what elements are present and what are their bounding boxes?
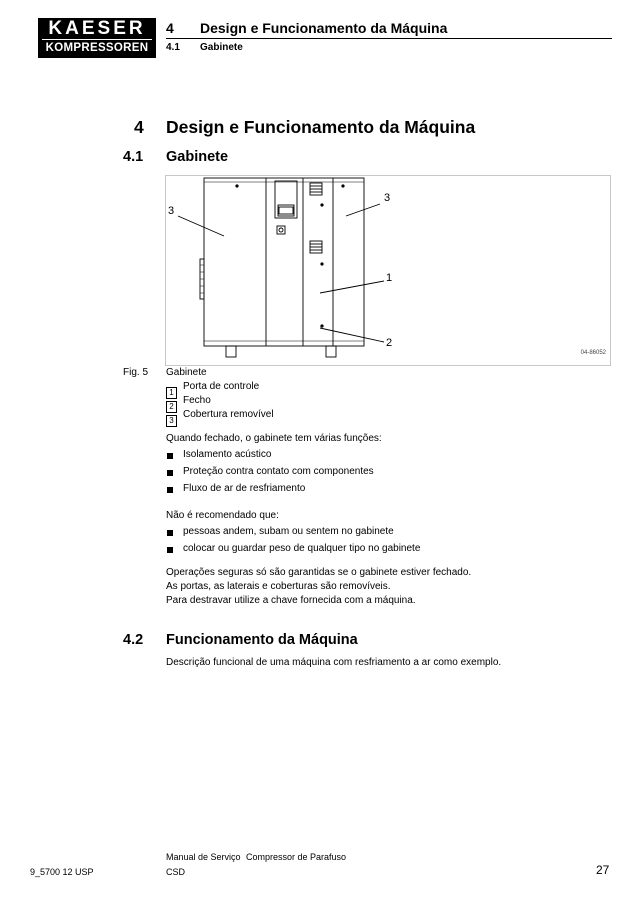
logo-subtitle: KOMPRESSOREN: [45, 42, 149, 54]
figure-code: 04-86052: [580, 350, 606, 356]
callout-3-left: 3: [168, 205, 175, 217]
logo-divider: [42, 39, 152, 40]
figure-frame: [165, 175, 611, 366]
figure-label: Fig. 5: [123, 367, 149, 378]
functions-intro: Quando fechado, o gabinete tem várias funções:: [166, 433, 382, 444]
header-section-title: Gabinete: [200, 42, 243, 53]
legend-text: Fecho: [183, 395, 211, 406]
bullet-icon: [167, 530, 173, 536]
section-number: 4.1: [123, 149, 144, 165]
safety-line: Operações seguras só são garantidas se o gabinete estiver fechado.: [166, 567, 472, 578]
callout-1: 1: [386, 272, 393, 284]
function-item: Proteção contra contato com componentes: [183, 466, 374, 477]
section-title: Gabinete: [166, 149, 229, 165]
legend-item: [166, 410, 177, 428]
header-rule: [166, 38, 612, 39]
safety-line: As portas, as laterais e coberturas são removíveis.: [166, 581, 391, 592]
bullet-icon: [167, 453, 173, 459]
safety-line: Para destravar utilize a chave fornecida com a máquina.: [166, 595, 416, 606]
legend-number: 2: [166, 401, 177, 413]
bullet-icon: [167, 470, 173, 476]
function-item: Fluxo de ar de resfriamento: [183, 483, 306, 494]
function-item: Isolamento acústico: [183, 449, 272, 460]
bullet-icon: [167, 487, 173, 493]
legend-number: 1: [166, 387, 177, 399]
kaeser-logo: [38, 18, 156, 58]
legend-text: Cobertura removível: [183, 409, 274, 420]
footer-manual: Manual de Serviço: [166, 852, 241, 862]
footer-model: CSD: [166, 867, 186, 877]
chapter-title: Design e Funcionamento da Máquina: [166, 117, 476, 137]
page-number: 27: [596, 863, 610, 877]
legend-number: 3: [166, 415, 177, 427]
section-number: 4.2: [123, 632, 144, 648]
recommend-item: pessoas andem, subam ou sentem no gabinete: [183, 526, 394, 537]
figure-caption: Gabinete: [166, 367, 207, 378]
callout-3-right: 3: [384, 192, 391, 204]
recommend-intro: Não é recomendado que:: [166, 510, 279, 521]
header-chapter-title: Design e Funcionamento da Máquina: [200, 20, 448, 36]
chapter-number: 4: [134, 117, 144, 137]
header-chapter-number: 4: [166, 20, 174, 36]
bullet-icon: [167, 547, 173, 553]
section-text: Descrição funcional de uma máquina com resfriamento a ar como exemplo.: [166, 657, 502, 668]
footer-product: Compressor de Parafuso: [246, 852, 347, 862]
legend-text: Porta de controle: [183, 381, 260, 392]
callout-2: 2: [386, 337, 393, 349]
recommend-item: colocar ou guardar peso de qualquer tipo no gabinete: [183, 543, 421, 554]
section-title: Funcionamento da Máquina: [166, 632, 358, 648]
logo-wordmark: KAESER: [48, 18, 146, 39]
header-section-number: 4.1: [166, 42, 180, 53]
footer-doc-id: 9_5700 12 USP: [30, 867, 94, 877]
